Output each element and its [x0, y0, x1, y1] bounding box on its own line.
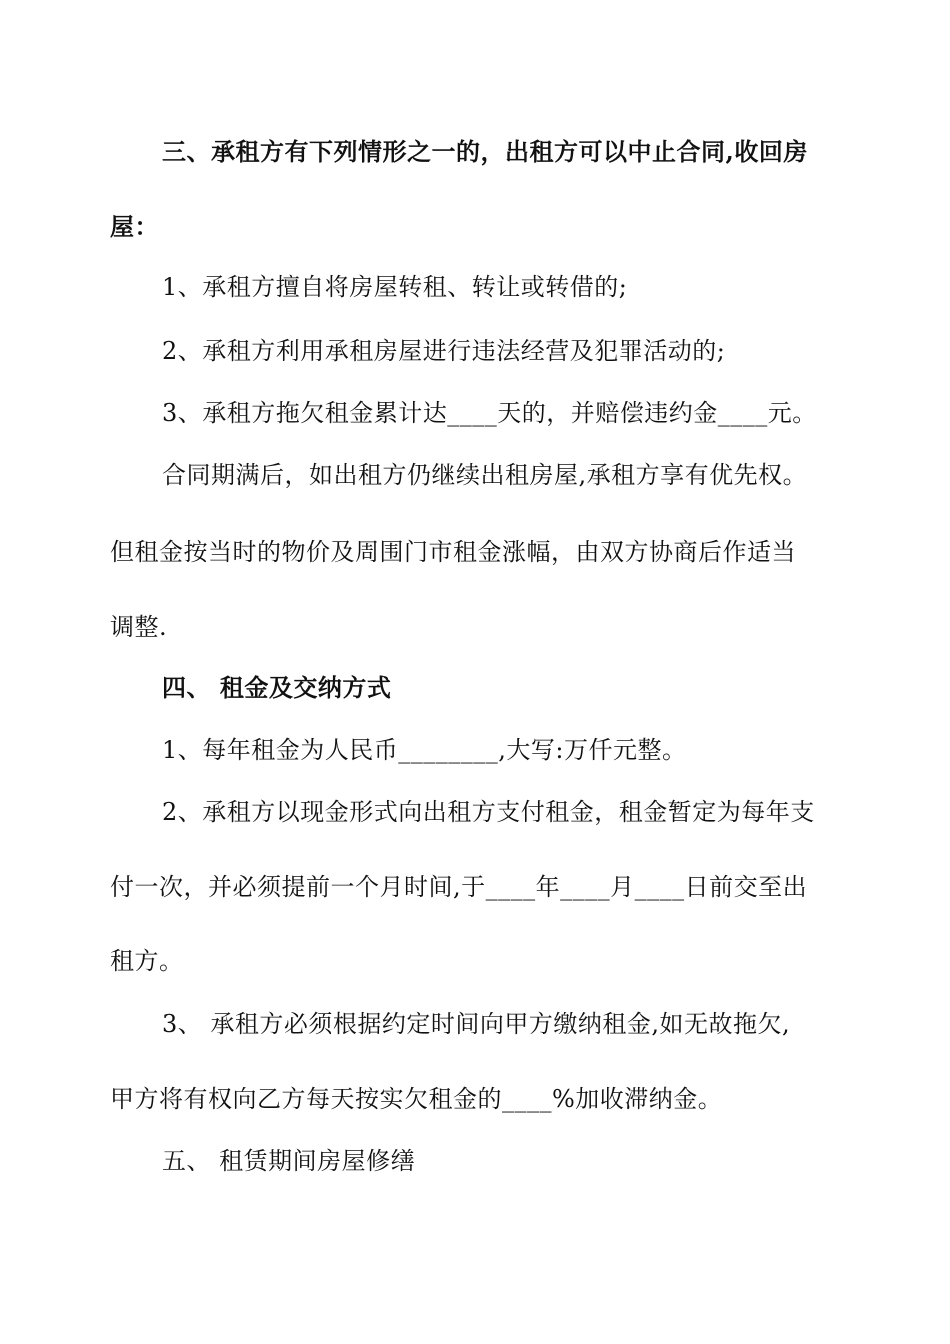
section-3-heading-line-2: 屋： [110, 212, 159, 241]
section-4-heading: 四、 租金及交纳方式 [162, 673, 392, 702]
section-3-item-3: 3、承租方拖欠租金累计达____天的，并赔偿违约金____元。 [162, 399, 817, 427]
renewal-paragraph-line-1: 合同期满后，如出租方仍继续出租房屋,承租方享有优先权。 [162, 461, 808, 489]
renewal-paragraph-line-3: 调整. [110, 613, 168, 641]
section-4-item-2-line-3: 租方。 [110, 947, 184, 975]
section-3-item-2: 2、承租方利用承租房屋进行违法经营及犯罪活动的; [162, 337, 726, 365]
section-4-item-2-line-1: 2、承租方以现金形式向出租方支付租金，租金暂定为每年支 [162, 798, 815, 826]
section-4-item-3-line-2: 甲方将有权向乙方每天按实欠租金的____%加收滞纳金。 [110, 1085, 723, 1113]
renewal-paragraph-line-2: 但租金按当时的物价及周围门市租金涨幅，由双方协商后作适当 [110, 538, 796, 566]
section-3-heading-line-1: 三、承租方有下列情形之一的，出租方可以中止合同,收回房 [162, 137, 808, 166]
section-4-item-3-line-1: 3、 承租方必须根据约定时间向甲方缴纳租金,如无故拖欠, [162, 1010, 791, 1038]
section-4-item-2-line-2: 付一次，并必须提前一个月时间,于____年____月____日前交至出 [110, 873, 808, 901]
section-3-item-1: 1、承租方擅自将房屋转租、转让或转借的; [162, 273, 628, 301]
section-4-item-1: 1、每年租金为人民币________,大写:万仟元整。 [162, 736, 687, 764]
section-5-heading: 五、 租赁期间房屋修缮 [162, 1147, 416, 1175]
